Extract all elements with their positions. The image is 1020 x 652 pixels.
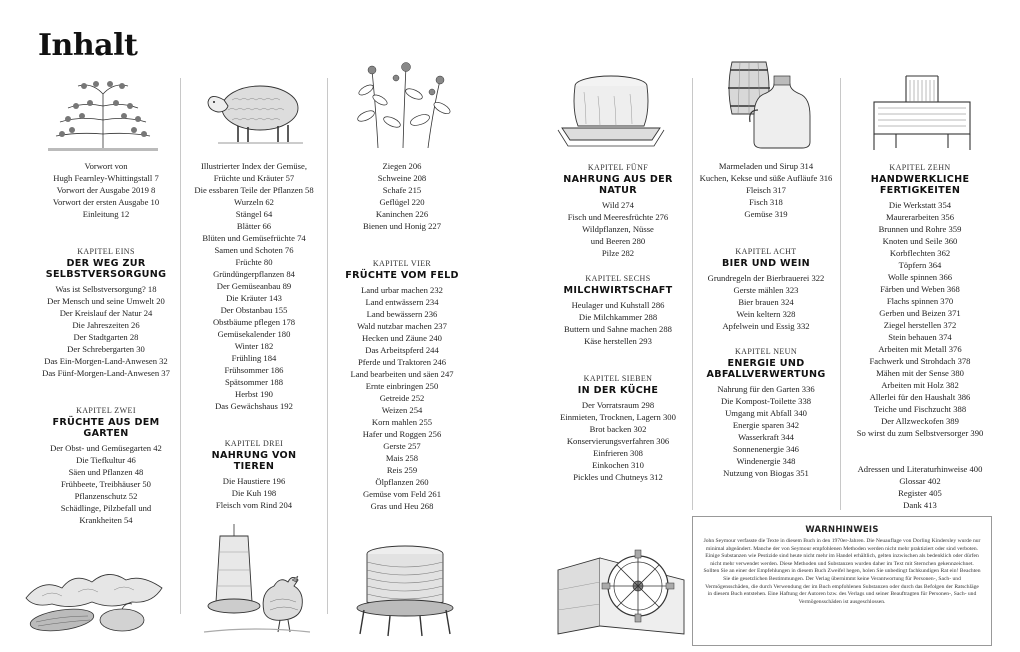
toc-entry: Fleisch 317 [746, 185, 786, 195]
toc-entry: Illustrierter Index der Gemüse, [201, 161, 307, 171]
warning-box [692, 516, 992, 646]
water-wheel-illustration [556, 530, 686, 640]
toc-entry: Einleitung 12 [82, 209, 130, 219]
warning-text: John Seymour verfasste die Texte in diesem Buch in den 1970er-Jahren. Die Neuauflage von Dorling Kindersley wurde nur minimal abgeändert. Manche der von Seymour empfohlenen Methoden werden nicht mehr praktiziert oder sind verboten. Einige Substanzen wie Pestizide sind heute nicht mehr im Handel erhältlich, gelten inzwischen als bedenklich oder dürfen nicht mehr verwendet werden. Diese Methoden und Substanzen wurden daher im Text mit Sternchen gekennzeichnet. Sollten Sie an einer der Empfehlungen in diesem Buch Zweifel hegen, holen Sie unbedingt fachkundigen Rat ein! Beachten Sie die gesetzlichen Bestimmungen. Der Verlag übernimmt keine Verantwortung für Personen-, Sach- und Vermögensschäden, die durch Verwendung der im Buch empfohlenen Substanzen oder durch das Befolgen der Ratschläge in diesem Buch entstehen. Eine Haftung der Autoren bzw. des Verlags und seiner Beauftragten für Personen-, Sach- und Vermögensschäden ist ausgeschlossen. [703, 538, 981, 605]
toc-entry: Apfelwein und Essig 332 [722, 321, 810, 331]
toc-entry: Gemüse vom Feld 261 [362, 489, 442, 499]
toc-entry: Einkochen 310 [592, 460, 644, 470]
toc-entry: Schafe 215 [382, 185, 422, 195]
toc-entry: Früchte 80 [235, 257, 273, 267]
weaving-loom-illustration [866, 72, 978, 152]
toc-entry: Kuchen, Kekse und süße Aufläufe 316 [699, 173, 833, 183]
chapter-title: FRÜCHTE VOM FELD [345, 270, 459, 281]
toc-entry: Mähen mit der Sense 380 [876, 368, 964, 378]
toc-entry: Teiche und Fischzucht 388 [873, 404, 967, 414]
toc-entry: Glossar 402 [899, 476, 941, 486]
toc-entry: Was ist Selbstversorgung? 18 [55, 284, 157, 294]
toc-entry: Bier brauen 324 [738, 297, 794, 307]
toc-entry: Wildpflanzen, Nüsse [582, 224, 654, 234]
toc-entry: Gerste mählen 323 [733, 285, 799, 295]
toc-entry: Geflügel 220 [379, 197, 425, 207]
toc-entry: Land bearbeiten und säen 247 [350, 369, 454, 379]
toc-entry: Brot backen 302 [589, 424, 647, 434]
toc-entry: Fisch 318 [749, 197, 783, 207]
toc-column-6 [846, 160, 994, 511]
toc-entry: Die Kuh 198 [231, 488, 277, 498]
toc-entry: Einmieten, Trocknen, Lagern 300 [560, 412, 676, 422]
toc-entry: Dank 413 [903, 500, 937, 510]
toc-entry: Fleisch vom Rind 204 [215, 500, 293, 510]
page-title: Inhalt [38, 28, 138, 63]
toc-entry: Korbflechten 362 [889, 248, 951, 258]
toc-entry: Die Werkstatt 354 [888, 200, 952, 210]
chapter-number: KAPITEL VIER [372, 259, 432, 268]
toc-column-2 [180, 160, 328, 511]
toc-entry: Winter 182 [234, 341, 274, 351]
toc-entry: Käse herstellen 293 [584, 336, 652, 346]
toc-entry: Wasserkraft 344 [738, 432, 794, 442]
toc-entry: Ölpflanzen 260 [375, 477, 429, 487]
toc-entry: Die Kompost-Toilette 338 [720, 396, 812, 406]
chapter-number: KAPITEL ZEHN [889, 163, 951, 172]
toc-entry: Ziegen 206 [382, 161, 422, 171]
barrel-and-jug-illustration [718, 58, 818, 150]
toc-entry: Die Kräuter 143 [226, 293, 282, 303]
toc-entry: Vorwort der ersten Ausgabe 10 [52, 197, 160, 207]
toc-entry: Schädlinge, Pilzbefall und [60, 503, 152, 513]
toc-entry: Der Kreislauf der Natur 24 [59, 308, 153, 318]
toc-entry: Pickles und Chutneys 312 [573, 472, 663, 482]
warning-title: WARNHINWEIS [805, 524, 879, 534]
chapter-title: MILCHWIRTSCHAFT [563, 285, 673, 296]
toc-entry: Land entwässern 234 [365, 297, 439, 307]
toc-entry: Gras und Heu 268 [370, 501, 434, 511]
chapter-title: NAHRUNG VON TIEREN [211, 450, 297, 472]
toc-entry: Kaninchen 226 [375, 209, 429, 219]
toc-entry: Nahrung für den Garten 336 [717, 384, 815, 394]
toc-column-5 [692, 160, 840, 479]
toc-entry: Flachs spinnen 370 [886, 296, 954, 306]
chapter-number: KAPITEL ACHT [735, 247, 797, 256]
toc-entry: Vorwort der Ausgabe 2019 8 [56, 185, 156, 195]
toc-entry: Das Gewächshaus 192 [215, 401, 293, 411]
toc-entry: Vorwort von [84, 161, 128, 171]
toc-entry: Wolle spinnen 366 [887, 272, 953, 282]
toc-entry: Obstbäume pflegen 178 [212, 317, 296, 327]
toc-entry: Das Fünf-Morgen-Land-Anwesen 37 [42, 368, 170, 378]
toc-entry: Frühbeete, Treibhäuser 50 [61, 479, 151, 489]
chapter-title: NAHRUNG AUS DER NATUR [563, 174, 673, 196]
poultry-feeder-and-hen-illustration [200, 522, 312, 638]
toc-entry: Stängel 64 [235, 209, 273, 219]
toc-column-3 [328, 160, 476, 512]
toc-entry: Arbeiten mit Holz 382 [881, 380, 959, 390]
toc-entry: Grundregeln der Bierbrauerei 322 [707, 273, 825, 283]
straw-beehive-illustration [350, 540, 460, 638]
toc-entry: Land urbar machen 232 [361, 285, 443, 295]
toc-entry: Krankheiten 54 [79, 515, 133, 525]
chapter-title: DER WEG ZUR SELBSTVERSORGUNG [45, 258, 167, 280]
toc-entry: Marmeladen und Sirup 314 [718, 161, 814, 171]
toc-entry: Bienen und Honig 227 [362, 221, 442, 231]
chapter-number: KAPITEL ZWEI [76, 406, 136, 415]
toc-entry: Hafer und Roggen 256 [362, 429, 442, 439]
toc-entry: Gemüse 319 [744, 209, 788, 219]
toc-entry: Früchte und Kräuter 57 [213, 173, 295, 183]
toc-entry: Die Jahreszeiten 26 [72, 320, 140, 330]
toc-entry: Der Obst- und Gemüsegarten 42 [50, 443, 162, 453]
vegetables-illustration [22, 548, 172, 638]
toc-entry: Der Schrebergarten 30 [67, 344, 145, 354]
toc-entry: Wurzeln 62 [234, 197, 274, 207]
toc-entry: Das Arbeitspferd 244 [365, 345, 439, 355]
toc-entry: Weizen 254 [381, 405, 423, 415]
toc-entry: Ernte einbringen 250 [365, 381, 439, 391]
toc-entry: Gerben und Beizen 371 [879, 308, 961, 318]
chapter-number: KAPITEL FÜNF [587, 163, 649, 172]
toc-entry: Adressen und Literaturhinweise 400 [857, 464, 983, 474]
toc-entry: Der Allzweckofen 389 [881, 416, 959, 426]
toc-entry: Einfrieren 308 [593, 448, 643, 458]
toc-entry: Schweine 208 [377, 173, 427, 183]
toc-entry: Wald nutzbar machen 237 [357, 321, 447, 331]
toc-entry: Fachwerk und Strohdach 378 [869, 356, 971, 366]
chapter-title: HANDWERKLICHE FERTIGKEITEN [870, 174, 970, 196]
chapter-number: KAPITEL SIEBEN [583, 374, 653, 383]
toc-entry: Hugh Fearnley-Whittingstall 7 [53, 173, 159, 183]
toc-entry: Frühling 184 [231, 353, 277, 363]
toc-entry: Sonnenenergie 346 [733, 444, 799, 454]
chapter-number: KAPITEL NEUN [734, 347, 798, 356]
toc-column-4 [544, 160, 692, 483]
toc-entry: Reis 259 [386, 465, 418, 475]
toc-entry: Der Obstanbau 155 [220, 305, 288, 315]
toc-entry: Der Vorratsraum 298 [581, 400, 655, 410]
toc-entry: Gemüsekalender 180 [217, 329, 291, 339]
toc-entry: Die Milchkammer 288 [578, 312, 658, 322]
toc-entry: Wein keltern 328 [736, 309, 796, 319]
toc-entry: Töpfern 364 [898, 260, 942, 270]
covered-cheese-illustration [556, 66, 666, 148]
column-divider [840, 78, 841, 510]
toc-entry: Frühsommer 186 [224, 365, 284, 375]
toc-entry: Energie sparen 342 [732, 420, 800, 430]
toc-entry: Ziegel herstellen 372 [883, 320, 957, 330]
toc-entry: Windenergie 348 [736, 456, 796, 466]
toc-entry: Stein behauen 374 [888, 332, 952, 342]
toc-entry: Pflanzenschutz 52 [74, 491, 138, 501]
toc-entry: Nutzung von Biogas 351 [723, 468, 809, 478]
toc-entry: Samen und Schoten 76 [214, 245, 294, 255]
chapter-title: IN DER KÜCHE [577, 385, 659, 396]
toc-entry: So wirst du zum Selbstversorger 390 [856, 428, 984, 438]
toc-entry: Pferde und Traktoren 246 [357, 357, 447, 367]
chapter-number: KAPITEL EINS [77, 247, 135, 256]
herb-plants-illustration [348, 60, 458, 150]
toc-entry: Der Stadtgarten 28 [73, 332, 139, 342]
toc-entry: Arbeiten mit Metall 376 [878, 344, 962, 354]
toc-entry: Pilze 282 [601, 248, 635, 258]
toc-entry: Allerlei für den Haushalt 386 [869, 392, 971, 402]
toc-entry: Säen und Pflanzen 48 [68, 467, 144, 477]
sheep-illustration [198, 70, 308, 146]
chapter-title: BIER UND WEIN [722, 258, 810, 269]
toc-entry: Spätsommer 188 [224, 377, 283, 387]
toc-entry: Gerste 257 [383, 441, 421, 451]
toc-entry: und Beeren 280 [590, 236, 646, 246]
toc-entry: Wild 274 [602, 200, 634, 210]
toc-entry: Mais 258 [385, 453, 419, 463]
toc-entry: Die essbaren Teile der Pflanzen 58 [194, 185, 314, 195]
toc-entry: Konservierungsverfahren 306 [566, 436, 670, 446]
chapter-title: ENERGIE UND ABFALLVERWERTUNG [706, 358, 826, 380]
toc-entry: Der Gemüseanbau 89 [216, 281, 292, 291]
toc-entry: Korn mahlen 255 [371, 417, 433, 427]
toc-column-1 [32, 160, 180, 526]
toc-entry: Umgang mit Abfall 340 [725, 408, 807, 418]
toc-entry: Getreide 252 [379, 393, 425, 403]
toc-entry: Gründüngerpflanzen 84 [213, 269, 295, 279]
toc-entry: Blüten und Gemüsefrüchte 74 [202, 233, 306, 243]
toc-entry: Das Ein-Morgen-Land-Anwesen 32 [44, 356, 168, 366]
toc-entry: Färben und Weben 368 [880, 284, 960, 294]
toc-entry: Die Tiefkultur 46 [76, 455, 136, 465]
toc-entry: Der Mensch und seine Umwelt 20 [47, 296, 165, 306]
chapter-number: KAPITEL SECHS [585, 274, 651, 283]
toc-entry: Heulager und Kuhstall 286 [571, 300, 665, 310]
toc-entry: Blätter 66 [236, 221, 272, 231]
toc-entry: Maurerarbeiten 356 [885, 212, 954, 222]
espalier-tree-illustration [48, 72, 158, 152]
toc-entry: Herbst 190 [235, 389, 273, 399]
toc-entry: Die Haustiere 196 [222, 476, 286, 486]
toc-entry: Brunnen und Rohre 359 [878, 224, 962, 234]
toc-entry: Register 405 [898, 488, 942, 498]
toc-entry: Hecken und Zäune 240 [362, 333, 442, 343]
toc-entry: Fisch und Meeresfrüchte 276 [567, 212, 669, 222]
chapter-number: KAPITEL DREI [224, 439, 284, 448]
toc-entry: Land bewässern 236 [366, 309, 438, 319]
chapter-title: FRÜCHTE AUS DEM GARTEN [52, 417, 160, 439]
toc-entry: Knoten und Seile 360 [882, 236, 958, 246]
toc-entry: Buttern und Sahne machen 288 [564, 324, 672, 334]
